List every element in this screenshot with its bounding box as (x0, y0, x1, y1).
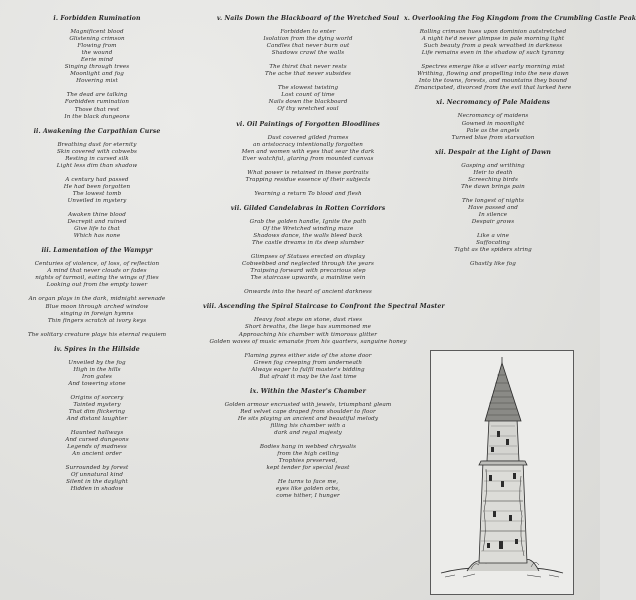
song-section (203, 205, 413, 296)
song-section (203, 303, 445, 380)
lyrics-column-2 (203, 12, 445, 507)
lyric-line: Breathing dust for eternity (57, 141, 137, 148)
lyric-line: Grab the golden handle, Ignite the path (249, 218, 367, 225)
lyric-line: kept tender for special feast (266, 465, 350, 472)
lyric-line: come hither, I hunger (276, 493, 340, 500)
lyric-line: Unveiled by the fog (68, 359, 126, 366)
lyric-line: Resting in cursed silk (65, 155, 129, 162)
lyrics-column-3 (404, 12, 636, 275)
lyric-line: The thirst that never rests (269, 64, 347, 71)
lyric-stanza (404, 113, 582, 141)
lyric-line: dark and regal majesty (274, 430, 342, 437)
lyric-line: A mind that never clouds or fades (47, 268, 147, 275)
lyric-line: Screeching birds (468, 176, 518, 183)
lyric-line: The slowest twisting (277, 85, 339, 92)
lyric-line: The staircase upwards, a mainline vein (250, 275, 366, 282)
lyric-line: Surrounded by forest (65, 465, 129, 472)
lyric-line: Such beauty from a peak wreathed in darkness (423, 43, 563, 50)
lyric-stanza (22, 395, 172, 423)
lyric-stanza (22, 332, 172, 339)
lyric-line: Candles that never burn out (266, 43, 350, 50)
lyric-line: Silent in the daylight (66, 479, 128, 486)
song-section (203, 121, 413, 198)
lyric-stanza (203, 402, 413, 437)
lyric-line: Awaken thine blood (68, 212, 126, 219)
lyrics-column-1 (22, 12, 172, 500)
lyric-line: Of unnatural kind (70, 472, 124, 479)
lyric-stanza (22, 360, 172, 388)
lyric-line: Green fog creeping from underneath (253, 359, 363, 366)
lyric-stanza (203, 85, 413, 113)
song-title: ix. Within the Master's Chamber (250, 387, 366, 395)
lyric-line: Decrepit and ruined (67, 219, 127, 226)
lyric-line: Shadows dance, the walls bleed back (253, 233, 363, 240)
lyric-stanza (203, 64, 413, 78)
lyric-line: Life remains even in the shadow of such tyranny (421, 50, 565, 57)
lyric-line: Dust covered gilded frames (267, 134, 349, 141)
lyric-line: The lowest tomb (72, 190, 122, 197)
lyric-stanza (22, 261, 172, 289)
lyric-line: And distant laughter (66, 416, 128, 423)
lyric-stanza (203, 170, 413, 184)
lyric-line: Trapping residue essence of their subjects (245, 176, 371, 183)
lyric-stanza (22, 142, 172, 170)
lyric-line: Like a vine (476, 233, 510, 240)
lyric-line: Suffocating (476, 240, 510, 247)
lyric-line: Shadows crawl the walls (271, 50, 345, 57)
song-title: iii. Lamentation of the Wampyr (41, 247, 153, 255)
lyric-line: Tight as the spiders string (454, 247, 532, 254)
lyric-line: Hidden in shadow (70, 486, 124, 493)
lyric-stanza (203, 317, 413, 345)
lyric-line: Forbidden rumination (64, 99, 130, 106)
lyric-line: An organ plays in the dark, midnight serenade (28, 296, 166, 303)
lyric-line: Light less dim than shadow (56, 162, 138, 169)
song-title: iv. Spires in the Hillside (54, 345, 140, 353)
lyric-line: Lost count of time (281, 92, 335, 99)
song-title: viii. Ascending the Spiral Staircase to Confront the Spectral Master (203, 303, 445, 311)
lyric-line: Haunted hallways (70, 430, 124, 437)
lyric-line: Golden armour encrusted with jewels, triumphant gleam (224, 401, 392, 408)
song-section (404, 15, 636, 92)
song-title: x. Overlooking the Fog Kingdom from the Crumbling Castle Peak (404, 15, 636, 22)
lyric-line: And towering stone (68, 380, 126, 387)
lyric-line: Ever watchful, glaring from mounted canvas (242, 155, 374, 162)
lyric-stanza (22, 296, 172, 324)
lyric-line: The dead are talking (66, 92, 128, 99)
lyric-stanza (203, 479, 413, 500)
lyric-line: Glimpses of Statues erected on display (250, 254, 366, 261)
lyric-line: Red velvet cape draped from shoulder to floor (240, 408, 376, 415)
lyric-line: Into the towns, forests, and mountains they bound (418, 78, 568, 85)
lyric-line: Tainted mystery (73, 401, 121, 408)
song-section (404, 99, 582, 141)
song-section (22, 247, 172, 338)
lyric-stanza (203, 289, 413, 296)
lyric-line: Trophies preserved, (278, 458, 338, 465)
lyric-line: A century had passed (65, 176, 129, 183)
lyric-line: Forbidden to enter (280, 29, 336, 36)
lyric-line: Hovering mist (76, 78, 118, 85)
lyric-line: Cobwebbed and neglected through the years (242, 261, 374, 268)
lyric-line: Legends of madness (67, 444, 127, 451)
lyric-stanza (203, 254, 413, 282)
lyric-stanza (22, 430, 172, 458)
lyric-stanza (203, 444, 413, 472)
song-title: xi. Necromancy of Pale Maidens (436, 99, 550, 107)
lyric-line: Onwards into the heart of ancient darkness (244, 289, 372, 296)
song-section (203, 15, 413, 114)
lyric-line: singing in foreign hymns (60, 310, 134, 317)
lyric-line: Bodies hang in webbed chrysalis (259, 444, 357, 451)
lyric-stanza (404, 64, 582, 92)
lyric-line: Eerie mind (80, 57, 114, 64)
lyric-line: The ache that never subsides (265, 71, 351, 78)
lyric-line: The solitary creature plays his eternal requiem (27, 331, 167, 338)
song-title: ii. Awakening the Carpathian Curse (33, 127, 161, 135)
lyric-line: Writhing, flowing and propelling into the new dawn (417, 71, 569, 78)
lyric-line: Gasping and writhing (461, 162, 525, 169)
lyric-line: Looking out from the empty tower (46, 282, 148, 289)
lyric-stanza (22, 92, 172, 120)
tower-illustration (430, 350, 574, 595)
lyric-line: Give life to that (74, 226, 120, 233)
lyric-stanza (203, 219, 413, 247)
lyric-line: Rolling crimson hues upon dominion autstretched (419, 29, 567, 36)
lyric-line: Which has none (73, 233, 121, 240)
lyric-line: Always eager to fulfil master's bidding (251, 366, 365, 373)
lyric-stanza (203, 29, 413, 57)
lyric-line: Those that rest (74, 106, 120, 113)
lyric-line: the wound (81, 50, 113, 57)
lyric-line: The longest of nights (462, 197, 524, 204)
lyric-line: Have passed and (468, 204, 518, 211)
lyric-line: Of thy wretched soul (277, 106, 339, 113)
lyric-line: Men and women with eyes that sear the dark (241, 148, 375, 155)
lyric-line: He had been forgotten (63, 183, 131, 190)
lyric-stanza (203, 135, 413, 163)
lyric-line: Turned blue from starvation (451, 134, 535, 141)
song-title: v. Nails Down the Blackboard of the Wretched Soul (216, 15, 400, 22)
lyric-line: In the black dungeons (64, 113, 130, 120)
lyric-line: Flaming pyres either side of the stone door (244, 352, 372, 359)
lyric-stanza (22, 177, 172, 205)
lyric-line: Centuries of violence, of loss, of reflection (34, 261, 160, 268)
lyric-stanza (404, 233, 582, 254)
lyric-line: High in the hills (73, 366, 121, 373)
song-section (22, 128, 172, 241)
lyric-line: Traipsing forward with precarious step (250, 268, 366, 275)
lyric-line: Origins of sorcery (70, 394, 124, 401)
lyric-stanza (22, 29, 172, 85)
lyric-line: Necromancy of maidens (457, 113, 529, 120)
lyric-line: Yearning a return To blood and flesh (254, 190, 362, 197)
lyric-stanza (404, 198, 582, 226)
lyric-line: Iron gates (82, 373, 112, 380)
lyric-stanza (203, 191, 413, 198)
lyric-stanza (404, 261, 582, 268)
lyric-stanza (404, 163, 582, 191)
song-title: vii. Gilded Candelabras in Rotten Corridors (230, 204, 386, 212)
lyric-line: Heir to death (473, 169, 513, 176)
lyric-line: Of the Wretched winding maze (262, 225, 354, 232)
lyric-line: He turns to face me, (277, 479, 339, 486)
song-section (203, 388, 413, 501)
lyric-line: eyes like golden orbs, (276, 486, 340, 493)
lyric-line: nights of turmoil, eating the wings of flies (35, 275, 159, 282)
lyric-line: Flowing from (77, 43, 117, 50)
song-section (22, 15, 172, 121)
lyric-line: Nails down the blackboard (268, 99, 348, 106)
lyric-stanza (404, 29, 582, 57)
lyric-line: The dawn brings pain (461, 183, 525, 190)
song-title: i. Forbidden Rumination (53, 15, 141, 22)
lyric-line: an aristocracy intentionally forgotten (253, 141, 363, 148)
lyric-line: Heavy foot steps on stone, dust rises (253, 317, 363, 324)
tower-drawing (431, 351, 573, 594)
lyric-line: Golden waves of music emanate from his quarters, sanguine honey (209, 338, 407, 345)
song-title: vi. Oil Paintings of Forgotten Bloodlines (236, 120, 380, 128)
lyric-line: Blue moon through arched window (45, 303, 149, 310)
song-section (22, 346, 172, 494)
lyric-line: Despair grows (471, 219, 515, 226)
lyric-stanza (22, 465, 172, 493)
lyric-line: filling his chamber with a (270, 422, 346, 429)
lyric-line: Ghastly like fog (470, 261, 516, 268)
lyric-line: He sits playing an ancient and beautiful melody (237, 415, 379, 422)
lyric-line: Emancipated, divorced from the evil that lurked here (414, 85, 572, 92)
lyric-line: Pale as the angels (466, 127, 520, 134)
lyric-line: A night he'd never glimpse in pale morning light (421, 36, 565, 43)
lyric-line: And cursed dungeons (65, 437, 129, 444)
song-section (404, 149, 582, 269)
lyric-line: Thin fingers scratch at ivory keys (47, 317, 147, 324)
lyric-line: That dim flickering (68, 409, 126, 416)
lyric-line: from the high ceiling (277, 451, 339, 458)
lyric-line: Moonlight and fog (70, 71, 124, 78)
lyric-line: Approaching his chamber with timorous glitter (238, 331, 378, 338)
lyric-line: Glistening crimson (69, 36, 125, 43)
lyric-line: Spectres emerge like a silver early morning mist (421, 64, 565, 71)
lyric-line: An ancient order (72, 451, 122, 458)
lyric-stanza (203, 353, 413, 381)
lyric-line: Magnificent blood (70, 29, 124, 36)
lyric-line: Unveiled in mystery (67, 197, 127, 204)
lyric-line: Skin covered with cobwebs (56, 148, 138, 155)
lyric-line: Singing through trees (64, 64, 130, 71)
lyric-line: Short breaths, the liege has summoned me (244, 324, 372, 331)
lyric-line: Isolation from the dying world (263, 36, 353, 43)
lyric-line: The castle dreams in its deep slumber (252, 240, 364, 247)
lyric-line: What power is retained in these portraits (247, 169, 369, 176)
lyric-line: Gowned in moonlight (461, 120, 525, 127)
lyric-line: In silence (478, 211, 508, 218)
song-title: xii. Despair at the Light of Dawn (434, 148, 552, 156)
lyric-stanza (22, 212, 172, 240)
lyric-line: But afraid it may be the last time (259, 373, 357, 380)
